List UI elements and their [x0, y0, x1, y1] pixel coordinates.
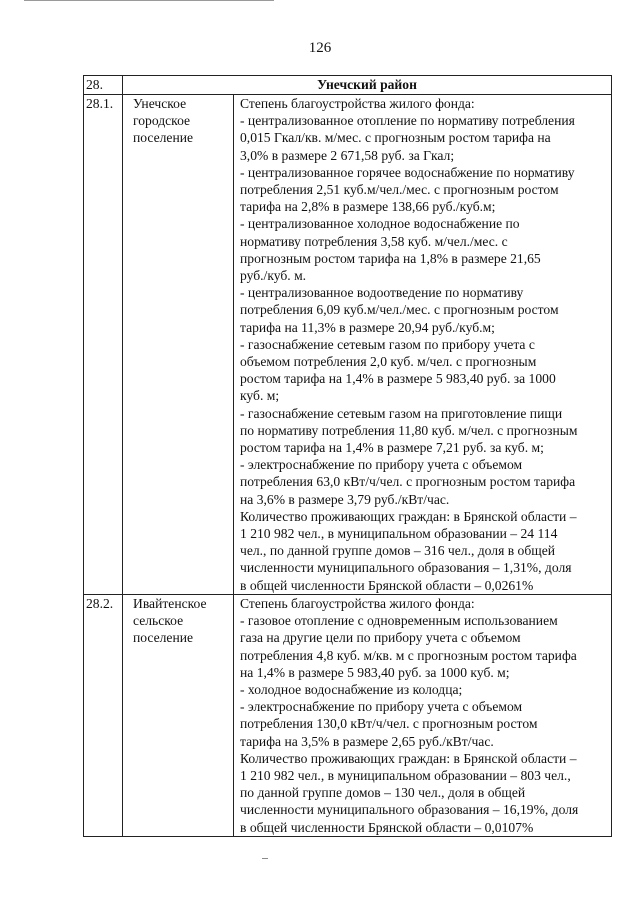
text-line: потребления 4,8 куб. м/кв. м с прогнозным ростом тарифа: [240, 647, 577, 663]
text-line: Степень благоустройства жилого фонда:: [240, 595, 475, 611]
text-line: 3,0% в размере 2 671,58 руб. за Гкал;: [240, 147, 455, 163]
settlement-name: [123, 594, 234, 836]
text-line: тарифа на 11,3% в размере 20,94 руб./куб.м;: [240, 319, 495, 335]
text-line: Унечское: [133, 96, 187, 111]
text-line: потребления 6,09 куб.м/чел./мес. с прогнозным ростом: [240, 302, 559, 318]
text-line: тарифа на 2,8% в размере 138,66 руб./куб.м;: [240, 199, 496, 215]
text-line: 0,015 Гкал/кв. м/мес. с прогнозным ростом тарифа на: [240, 130, 551, 146]
text-line: руб./куб. м.: [240, 268, 307, 284]
text-line: - централизованное отопление по нормативу потребления: [240, 113, 575, 129]
text-line: - централизованное водоотведение по нормативу: [240, 285, 524, 301]
text-line: Ивайтенское: [133, 595, 207, 611]
text-line: поселение: [133, 130, 194, 146]
text-line: численности муниципального образования – 1,31%, доля: [240, 560, 572, 576]
text-line: - централизованное горячее водоснабжение по нормативу: [240, 164, 575, 180]
row-number: 28.1.: [84, 95, 123, 595]
text-line: на 1,4% в размере 5 983,40 руб. за 1000 куб. м;: [240, 664, 510, 680]
text-line: в общей численности Брянской области – 0,0107%: [240, 819, 534, 835]
text-line: - газовое отопление с одновременным использованием: [240, 613, 558, 629]
text-line: в общей численности Брянской области – 0,0261%: [240, 577, 534, 593]
text-line: газа на другие цели по прибору учета с объемом: [240, 630, 521, 646]
table-row: [84, 95, 612, 595]
text-line: - электроснабжение по прибору учета с объемом: [240, 457, 523, 473]
text-line: поселение: [133, 630, 194, 646]
text-line: потребления 63,0 кВт/ч/чел. с прогнозным ростом тарифа: [240, 474, 576, 490]
text-line: 1 210 982 чел., в муниципальном образовании – 24 114: [240, 526, 558, 542]
text-line: по нормативу потребления 11,80 куб. м/чел. с прогнозным: [240, 422, 578, 438]
text-line: объемом потребления 2,0 куб. м/чел. с прогнозным: [240, 354, 537, 370]
text-line: Количество проживающих граждан: в Брянской области –: [240, 750, 577, 766]
table-row: [84, 594, 612, 836]
row-number: 28.2.: [84, 594, 123, 836]
text-line: куб. м;: [240, 388, 280, 404]
text-line: на 3,6% в размере 3,79 руб./кВт/час.: [240, 491, 450, 507]
text-line: - холодное водоснабжение из колодца;: [240, 681, 463, 697]
text-line: 1 210 982 чел., в муниципальном образовании – 803 чел.,: [240, 767, 571, 783]
top-scan-mark: [24, 0, 274, 1]
text-line: - газоснабжение сетевым газом по прибору учета с: [240, 336, 535, 352]
section-header-row: [84, 76, 612, 95]
tariff-table: [83, 75, 612, 837]
page-number: 126: [308, 40, 332, 56]
text-line: - электроснабжение по прибору учета с объемом: [240, 699, 523, 715]
text-line: потребления 2,51 куб.м/чел./мес. с прогнозным ростом: [240, 182, 559, 198]
text-line: сельское: [133, 613, 184, 629]
text-line: нормативу потребления 3,58 куб. м/чел./мес. с: [240, 233, 508, 249]
text-line: ростом тарифа на 1,4% в размере 7,21 руб. за куб. м;: [240, 440, 544, 456]
text-line: ростом тарифа на 1,4% в размере 5 983,40 руб. за 1000: [240, 371, 556, 387]
text-line: по данной группе домов – 130 чел., доля в общей: [240, 785, 526, 801]
text-line: прогнозным ростом тарифа на 1,8% в размере 21,65: [240, 250, 541, 266]
text-line: чел., по данной группе домов – 316 чел., доля в общей: [240, 543, 556, 559]
settlement-name: [123, 95, 234, 595]
text-line: тарифа на 3,5% в размере 2,65 руб./кВт/час.: [240, 733, 494, 749]
settlement-description: [234, 95, 612, 595]
text-line: Степень благоустройства жилого фонда:: [240, 96, 475, 111]
text-line: - газоснабжение сетевым газом на приготовление пищи: [240, 405, 563, 421]
bottom-scan-mark: [262, 858, 268, 859]
text-line: городское: [133, 113, 191, 129]
text-line: - централизованное холодное водоснабжение по: [240, 216, 520, 232]
settlement-description: [234, 594, 612, 836]
section-title: Унечский район: [123, 76, 612, 95]
section-number: 28.: [84, 76, 123, 95]
text-line: численности муниципального образования – 16,19%, доля: [240, 802, 579, 818]
text-line: Количество проживающих граждан: в Брянской области –: [240, 508, 577, 524]
text-line: потребления 130,0 кВт/ч/чел. с прогнозным ростом: [240, 716, 538, 732]
